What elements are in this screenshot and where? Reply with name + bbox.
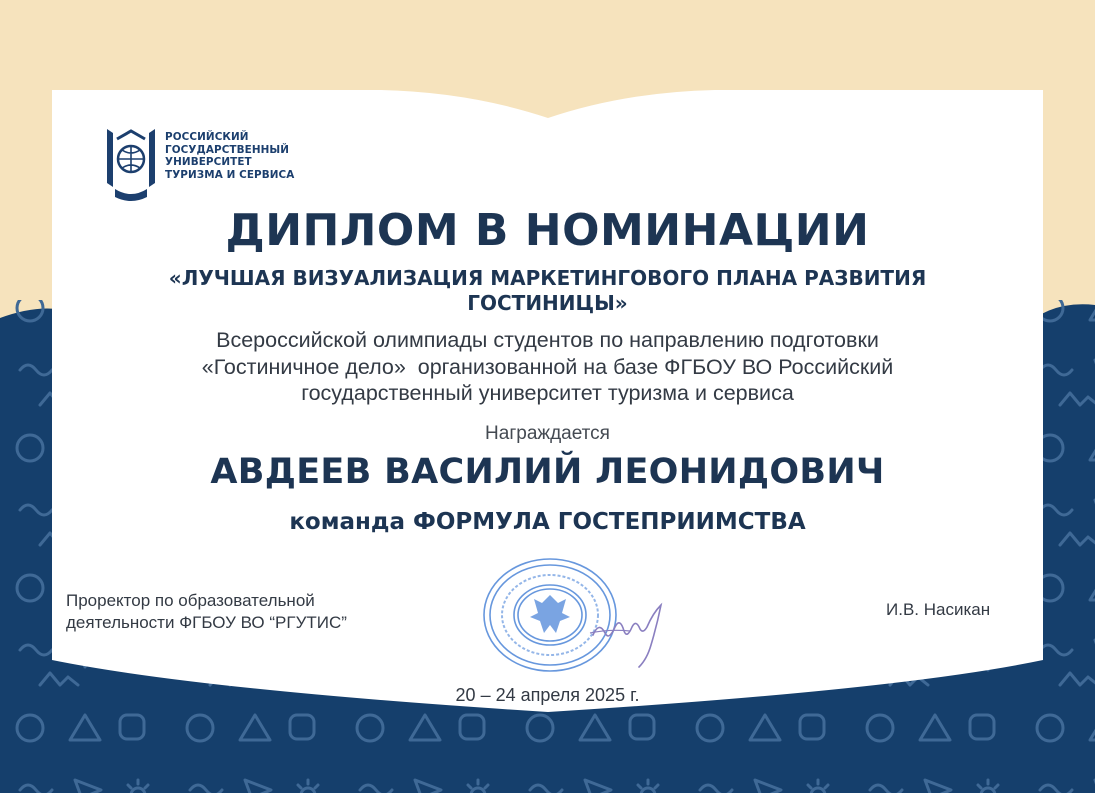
signer-title-line-2: деятельности ФГБОУ ВО “РГУТИС” bbox=[66, 613, 347, 632]
event-date: 20 – 24 апреля 2025 г. bbox=[455, 685, 640, 705]
signature-icon bbox=[588, 595, 678, 670]
logo-line-3: УНИВЕРСИТЕТ bbox=[165, 156, 252, 169]
recipient-name: АВДЕЕВ ВАСИЛИЙ ЛЕОНИДОВИЧ bbox=[210, 452, 885, 492]
university-name bbox=[165, 131, 294, 181]
diploma-title: ДИПЛОМ В НОМИНАЦИИ bbox=[225, 205, 870, 256]
logo-line-2: ГОСУДАРСТВЕННЫЙ bbox=[165, 143, 290, 156]
logo-line-1: РОССИЙСКИЙ bbox=[165, 131, 249, 143]
university-emblem-icon bbox=[103, 127, 159, 203]
university-logo bbox=[103, 127, 323, 205]
signer-title bbox=[66, 590, 347, 634]
awarded-label: Награждается bbox=[485, 423, 610, 444]
logo-line-4: ТУРИЗМА И СЕРВИСА bbox=[165, 168, 295, 181]
signer-name: И.В. Насикан bbox=[886, 600, 991, 619]
description-line-2: «Гостиничное дело» организованной на базе ФГБОУ ВО Российский bbox=[201, 354, 894, 379]
signer-title-line-1: Проректор по образовательной bbox=[66, 591, 315, 610]
description-line-1: Всероссийской олимпиады студентов по направлению подготовки bbox=[216, 328, 879, 352]
description-line-3: государственный университет туризма и сервиса bbox=[301, 381, 794, 405]
team-name: команда ФОРМУЛА ГОСТЕПРИИМСТВА bbox=[289, 509, 806, 535]
description bbox=[100, 327, 995, 407]
nomination-title: «ЛУЧШАЯ ВИЗУАЛИЗАЦИЯ МАРКЕТИНГОВОГО ПЛАНА РАЗВИТИЯ ГОСТИНИЦЫ» bbox=[168, 266, 927, 315]
